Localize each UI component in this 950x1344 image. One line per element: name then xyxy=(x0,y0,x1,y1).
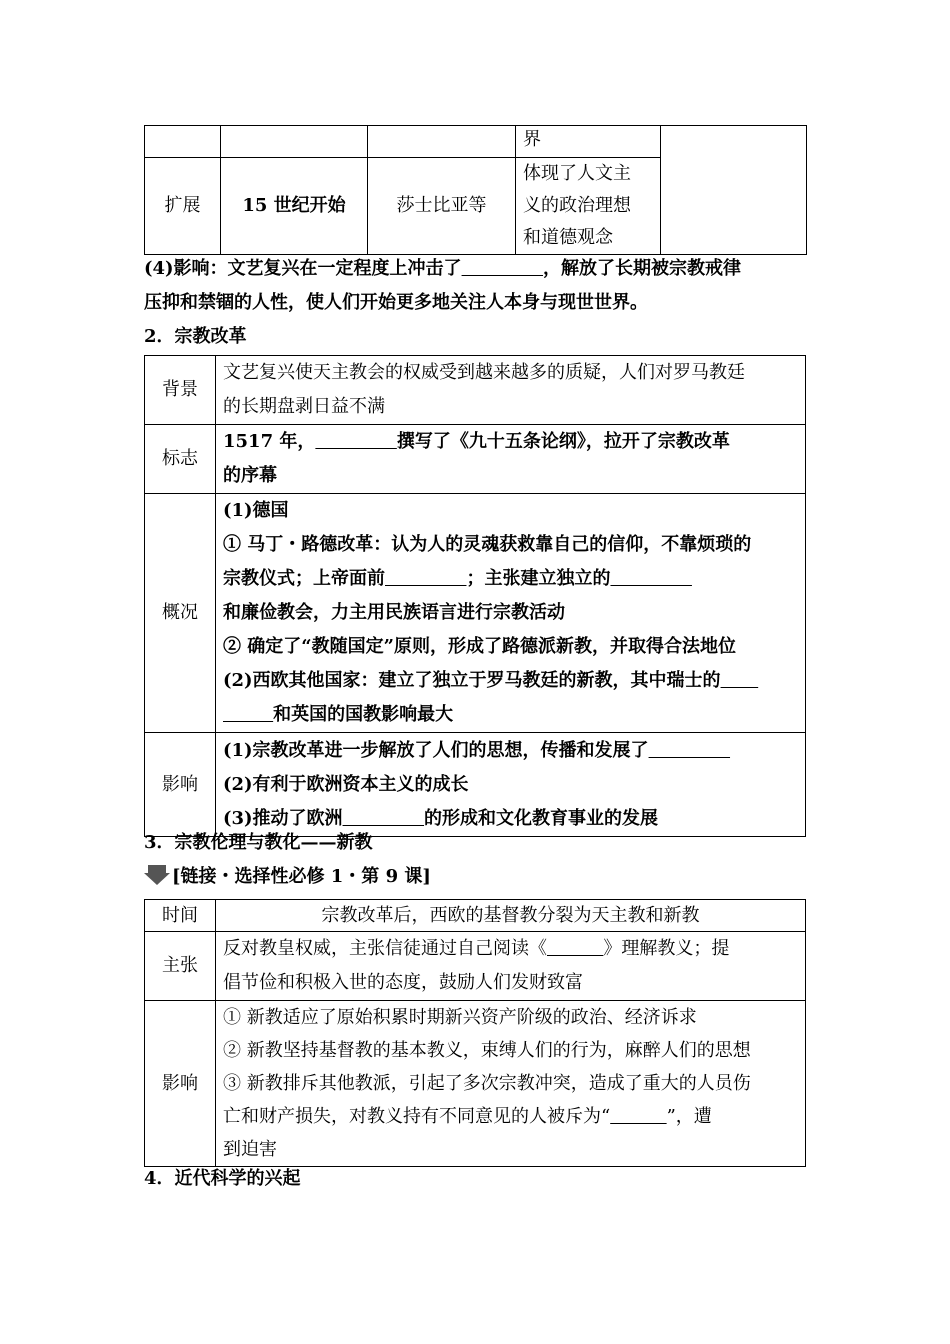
content-line: 体现了人文主 xyxy=(523,163,631,184)
claim-content xyxy=(216,932,806,1001)
answer-blank[interactable] xyxy=(721,670,759,691)
background-line-1: 文艺复兴使天主教会的权威受到越来越多的质疑，人们对罗马教廷 xyxy=(223,362,745,383)
section2-heading: 2．宗教改革 xyxy=(144,326,247,347)
row-label-influence: 影响 xyxy=(145,733,216,837)
overview-text: 和英国的国教影响最大 xyxy=(273,704,454,725)
reformation-table xyxy=(144,355,806,837)
renaissance-table xyxy=(144,125,807,255)
protestant-influence-content xyxy=(216,1001,806,1167)
marker-content xyxy=(216,425,806,494)
content-line: 义的政治理想 xyxy=(523,195,631,216)
overview-line xyxy=(223,664,798,698)
answer-blank[interactable] xyxy=(462,258,543,279)
impact-line-2: 压抑和禁锢的人性，使人们开始更多地关注人本身与现世世界。 xyxy=(144,292,648,313)
answer-blank[interactable] xyxy=(315,431,396,452)
down-arrow-icon xyxy=(144,863,170,883)
cell-empty xyxy=(661,126,807,255)
link-text: [链接・选择性必修 1・第 9 课] xyxy=(172,866,431,887)
influence-line xyxy=(223,1100,798,1133)
impact-paragraph xyxy=(144,252,808,320)
cell-empty xyxy=(221,126,368,158)
influence-text: 的形成和文化教育事业的发展 xyxy=(424,807,659,829)
claim-line-2: 倡节俭和积极入世的态度，鼓励人们发财致富 xyxy=(223,972,583,993)
influence-line: ③ 新教排斥其他教派，引起了多次宗教冲突，造成了重大的人员伤 xyxy=(223,1073,751,1094)
influence-content xyxy=(216,733,806,837)
answer-blank[interactable] xyxy=(610,1106,666,1127)
overview-text: ；主张建立独立的 xyxy=(466,568,611,589)
influence-line: ② 新教坚持基督教的基本教义，束缚人们的行为，麻醉人们的思想 xyxy=(223,1040,751,1061)
answer-blank[interactable] xyxy=(649,740,730,761)
overview-line xyxy=(223,562,798,596)
overview-line: ② 确定了“教随国定”原则，形成了路德派新教，并取得合法地位 xyxy=(223,636,736,657)
row-label-claim: 主张 xyxy=(145,932,216,1001)
content-line: 和道德观念 xyxy=(523,227,613,248)
claim-line-1 xyxy=(223,932,798,966)
answer-blank[interactable] xyxy=(610,568,691,589)
protestant-table xyxy=(144,899,806,1167)
claim-text: 反对教皇权威，主张信徒通过自己阅读《 xyxy=(223,938,547,959)
answer-blank[interactable] xyxy=(547,938,603,959)
impact-suffix: ，解放了长期被宗教戒律 xyxy=(543,258,742,279)
marker-suffix: 撰写了《九十五条论纲》，拉开了宗教改革 xyxy=(396,431,730,452)
row-label-expansion: 扩展 xyxy=(145,158,221,255)
overview-text: (2)西欧其他国家：建立了独立于罗马教廷的新教，其中瑞士的 xyxy=(223,670,721,691)
influence-text: ”，遭 xyxy=(666,1106,712,1127)
row-label-background: 背景 xyxy=(145,356,216,425)
influence-text: (1)宗教改革进一步解放了人们的思想，传播和发展了 xyxy=(223,739,649,761)
influence-text: (3)推动了欧洲 xyxy=(223,807,343,829)
impact-prefix: (4)影响：文艺复兴在一定程度上冲击了 xyxy=(144,258,462,279)
row-label-time: 时间 xyxy=(145,900,216,932)
answer-blank[interactable] xyxy=(223,704,273,725)
row-label-marker: 标志 xyxy=(145,425,216,494)
marker-line-1 xyxy=(223,425,798,459)
cell-empty xyxy=(145,126,221,158)
overview-content xyxy=(216,494,806,733)
cell-content: 界 xyxy=(516,126,661,158)
background-line-2: 的长期盘剥日益不满 xyxy=(223,396,385,417)
row-label-overview: 概况 xyxy=(145,494,216,733)
marker-line-2: 的序幕 xyxy=(223,465,277,486)
overview-text: 宗教仪式；上帝面前 xyxy=(223,568,385,589)
influence-line: ① 新教适应了原始积累时期新兴资产阶级的政治、经济诉求 xyxy=(223,1007,697,1028)
row-label-influence: 影响 xyxy=(145,1001,216,1167)
time-content: 宗教改革后，西欧的基督教分裂为天主教和新教 xyxy=(216,900,806,932)
overview-line xyxy=(223,698,798,732)
overview-line: (1)德国 xyxy=(223,500,289,521)
background-content xyxy=(216,356,806,425)
link-line xyxy=(144,860,808,894)
impact-line-1 xyxy=(144,252,808,286)
cell-empty xyxy=(368,126,516,158)
overview-line: 和廉俭教会，力主用民族语言进行宗教活动 xyxy=(223,602,565,623)
cell-content xyxy=(516,158,661,255)
section3-heading: 3．宗教伦理与教化——新教 xyxy=(144,832,373,853)
overview-line: ① 马丁・路德改革：认为人的灵魂获救靠自己的信仰，不靠烦琐的 xyxy=(223,534,752,555)
influence-text: 亡和财产损失，对教义持有不同意见的人被斥为“ xyxy=(223,1106,611,1127)
influence-line: (2)有利于欧洲资本主义的成长 xyxy=(223,773,469,795)
section4-heading: 4．近代科学的兴起 xyxy=(144,1168,301,1189)
claim-text: 》理解教义；提 xyxy=(603,938,730,959)
influence-line: 到迫害 xyxy=(223,1139,277,1160)
cell-figure: 莎士比亚等 xyxy=(368,158,516,255)
influence-line xyxy=(223,734,798,768)
answer-blank[interactable] xyxy=(385,568,466,589)
marker-prefix: 1517 年， xyxy=(223,431,316,452)
cell-time: 15 世纪开始 xyxy=(221,158,368,255)
